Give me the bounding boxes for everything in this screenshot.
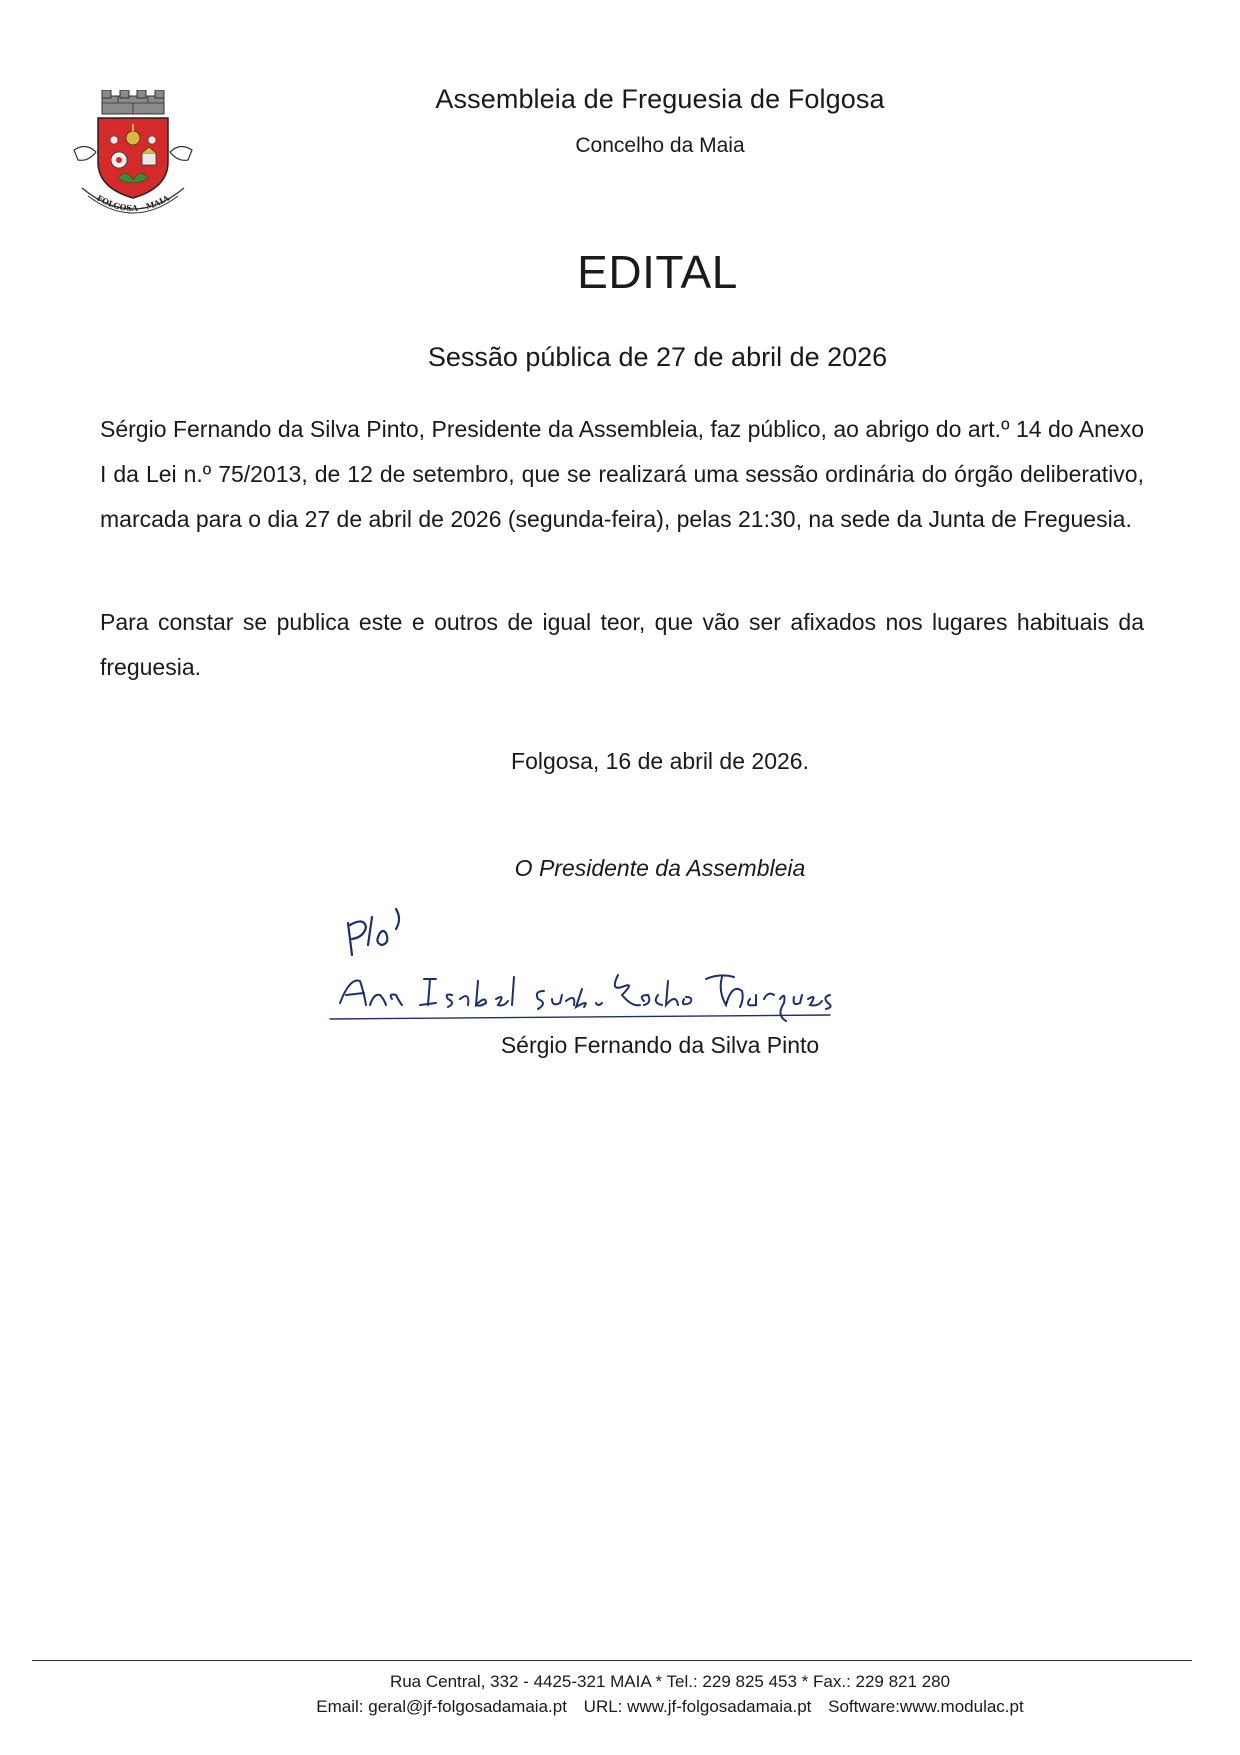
footer-divider	[32, 1660, 1192, 1661]
footer-software: Software:www.modulac.pt	[828, 1697, 1024, 1716]
organization-name: Assembleia de Freguesia de Folgosa	[435, 84, 885, 114]
handwritten-signature	[340, 895, 900, 1030]
announcement-paragraph: Sérgio Fernando da Silva Pinto, Presidente da Assembleia, faz público, ao abrigo do art.º 14 do Anexo I da Lei n.º 75/2013, de 12 de setembro, que se realizará uma sessão ordinária do órgão deliberativo, marcada para o dia 27 de abril de 2026 (segunda-feira), pelas 21:30, na sede da Junta de Freguesia.	[100, 416, 1144, 532]
footer-email: Email: geral@jf-folgosadamaia.pt	[316, 1697, 567, 1716]
footer-address: Rua Central, 332 - 4425-321 MAIA * Tel.: 229 825 453 * Fax.: 229 821 280	[389, 1672, 951, 1691]
footer-url: URL: www.jf-folgosadamaia.pt	[583, 1697, 812, 1716]
footer-contacts	[0, 1697, 1240, 1717]
svg-text:FOLGOSA - MAIA: FOLGOSA - MAIA	[95, 192, 171, 214]
signer-printed-name: Sérgio Fernando da Silva Pinto	[500, 1032, 820, 1058]
place-date: Folgosa, 16 de abril de 2026.	[511, 748, 809, 774]
signer-role: O Presidente da Assembleia	[514, 855, 806, 881]
session-subtitle: Sessão pública de 27 de abril de 2026	[427, 342, 888, 372]
document-title: EDITAL	[577, 246, 738, 298]
council-name: Concelho da Maia	[575, 134, 745, 157]
posting-paragraph: Para constar se publica este e outros de igual teor, que vão ser afixados nos lugares habituais da freguesia.	[100, 609, 1144, 680]
